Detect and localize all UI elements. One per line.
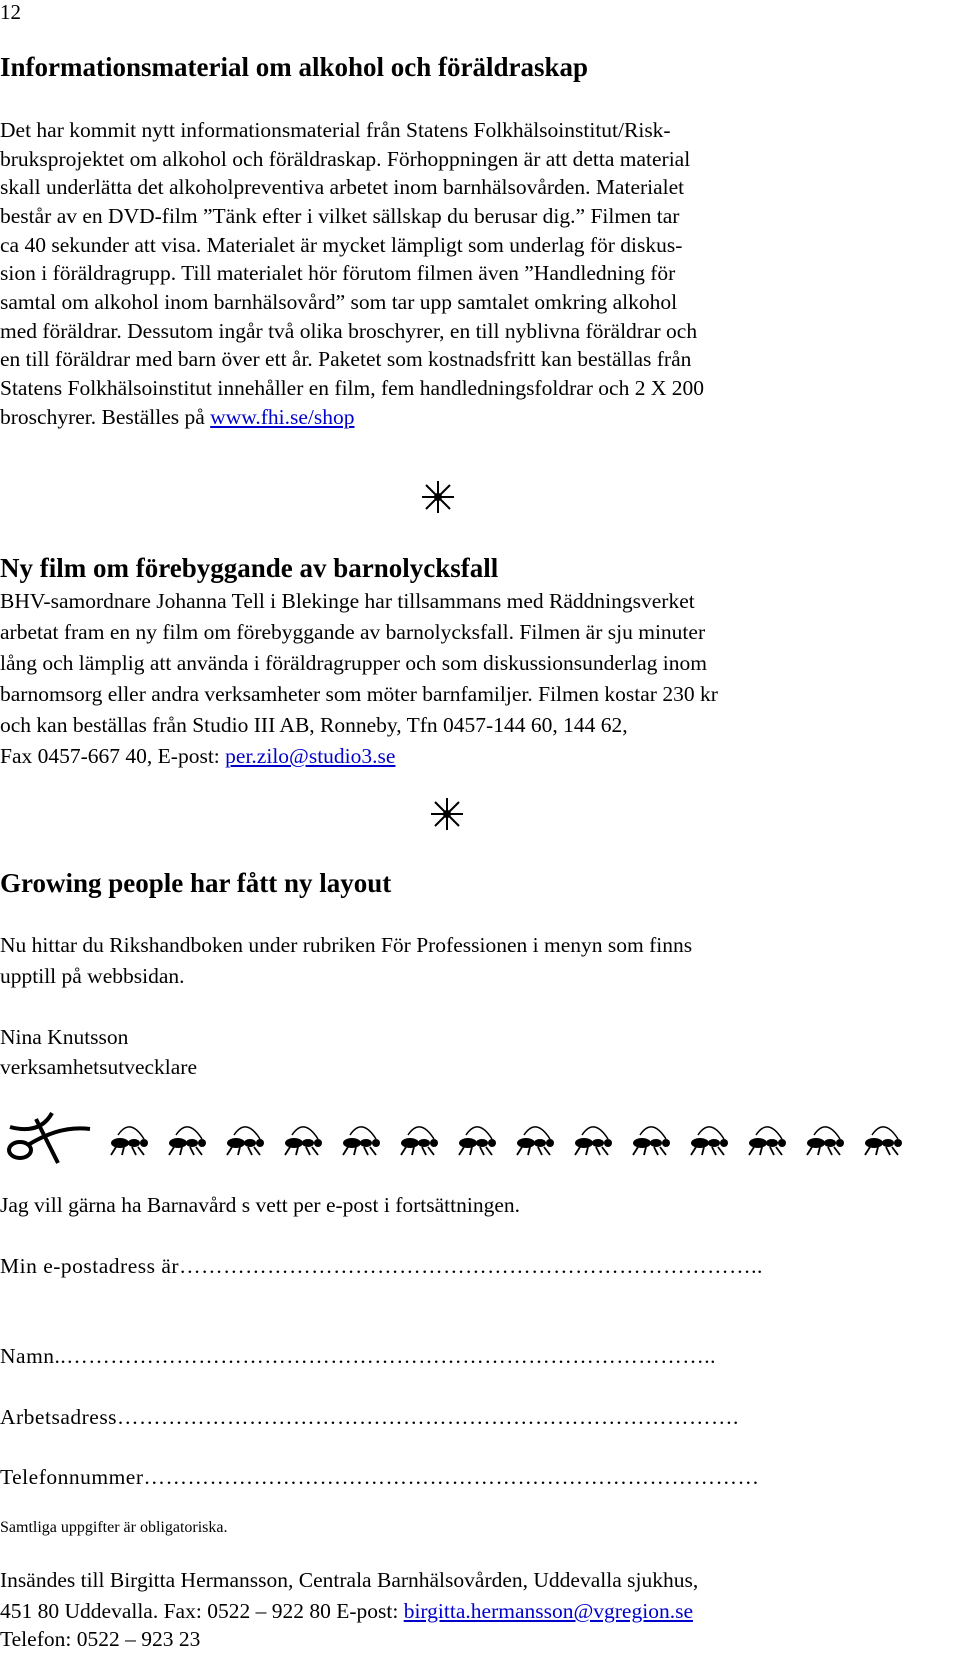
section2-line: och kan beställas från Studio III AB, Ronneby, Tfn 0457-144 60, 144 62,: [0, 713, 628, 737]
send-line-contact: [0, 1596, 693, 1626]
send-phone: Telefon: 0522 – 923 23: [0, 1627, 201, 1651]
section2-heading: Ny film om förebyggande av barnolycksfall: [0, 553, 499, 583]
section1-last-text: broschyrer. Beställes på: [0, 405, 211, 429]
form-intro: Jag vill gärna ha Barnavård s vett per e-post i fortsättningen.: [0, 1193, 521, 1217]
send-contact-text: 451 80 Uddevalla. Fax: 0522 – 922 80 E-post:: [0, 1599, 404, 1623]
studio3-email-link[interactable]: per.zilo@studio3.se: [225, 744, 396, 768]
section3-line: upptill på webbsidan.: [0, 964, 185, 988]
section1-line: Det har kommit nytt informationsmaterial från Statens Folkhälsoinstitut/Risk-: [0, 118, 671, 142]
section1-line: Statens Folkhälsoinstitut innehåller en film, fem handledningsfoldrar och 2 X 200: [0, 376, 704, 400]
section2-line: barnomsorg eller andra verksamheter som möter barnfamiljer. Filmen kostar 230 kr: [0, 682, 718, 706]
ant-icon: [401, 1127, 438, 1155]
required-note: Samtliga uppgifter är obligatoriska.: [0, 1519, 228, 1536]
ant-icon: [633, 1127, 670, 1155]
section2-line-last: [0, 741, 395, 771]
section1-line: bruksprojektet om alkohol och föräldraskap. Förhoppningen är att detta material: [0, 147, 691, 171]
ant-icon: [575, 1127, 612, 1155]
section1-line: sion i föräldragrupp. Till materialet hör förutom filmen även ”Handledning för: [0, 261, 676, 285]
section1-line: skall underlätta det alkoholpreventiva arbetet inom barnhälsovården. Materialet: [0, 175, 685, 199]
ant-icon: [517, 1127, 554, 1155]
section3-heading: Growing people har fått ny layout: [0, 868, 392, 898]
section1-heading: Informationsmaterial om alkohol och föräldraskap: [0, 52, 589, 82]
ant-icon: [285, 1127, 322, 1155]
star-separator-icon: [430, 797, 464, 831]
section2-line: BHV-samordnare Johanna Tell i Blekinge har tillsammans med Räddningsverket: [0, 589, 695, 613]
star-separator-icon: [421, 480, 455, 514]
section1-line: består av en DVD-film ”Tänk efter i vilket sällskap du berusar dig.” Filmen tar: [0, 204, 680, 228]
birgitta-email-link[interactable]: birgitta.hermansson@vgregion.se: [403, 1599, 693, 1623]
section1-line: en till föräldrar med barn över ett år. Paketet som kostnadsfritt kan beställas från: [0, 347, 692, 371]
section1-line: med föräldrar. Dessutom ingår två olika broschyrer, en till nyblivna föräldrar och: [0, 319, 698, 343]
section1-line: samtal om alkohol inom barnhälsovård” som tar upp samtalet omkring alkohol: [0, 290, 678, 314]
section1-line: ca 40 sekunder att visa. Materialet är mycket lämpligt som underlag för diskus-: [0, 233, 683, 257]
ant-icon: [111, 1127, 148, 1155]
section2-last-text: Fax 0457-667 40, E-post:: [0, 744, 226, 768]
address-field-line[interactable]: Arbetsadress………………………………………………………………………….: [0, 1405, 739, 1429]
section2-line: arbetat fram en ny film om förebyggande av barnolycksfall. Filmen är sju minuter: [0, 620, 706, 644]
send-line: Insändes till Birgitta Hermansson, Centrala Barnhälsovården, Uddevalla sjukhus,: [0, 1568, 699, 1592]
ant-icon: [865, 1127, 902, 1155]
ant-icon: [227, 1127, 264, 1155]
scissors-icon: [9, 1113, 90, 1163]
page-number: 12: [0, 0, 21, 24]
ant-icon: [691, 1127, 728, 1155]
phone-field-line[interactable]: Telefonnummer…………………………………………………………………………: [0, 1465, 760, 1489]
email-field-line[interactable]: Min e-postadress är……………………………………………………………………..: [0, 1254, 763, 1278]
section1-line-last: [0, 402, 355, 432]
ant-icon: [459, 1127, 496, 1155]
section3-line: Nu hittar du Rikshandboken under rubriken För Professionen i menyn som finns: [0, 933, 693, 957]
ant-icon: [169, 1127, 206, 1155]
signature-title: verksamhetsutvecklare: [0, 1055, 197, 1079]
ant-icon: [749, 1127, 786, 1155]
section2-line: lång och lämplig att använda i föräldragrupper och som diskussionsunderlag inom: [0, 651, 707, 675]
name-field-line[interactable]: Namn..……………………………………………………………………………..: [0, 1344, 717, 1368]
cut-line-decoration: [0, 1105, 960, 1165]
fhi-shop-link[interactable]: www.fhi.se/shop: [210, 405, 355, 429]
signature-name: Nina Knutsson: [0, 1025, 129, 1049]
ant-icon: [343, 1127, 380, 1155]
ant-icon: [807, 1127, 844, 1155]
